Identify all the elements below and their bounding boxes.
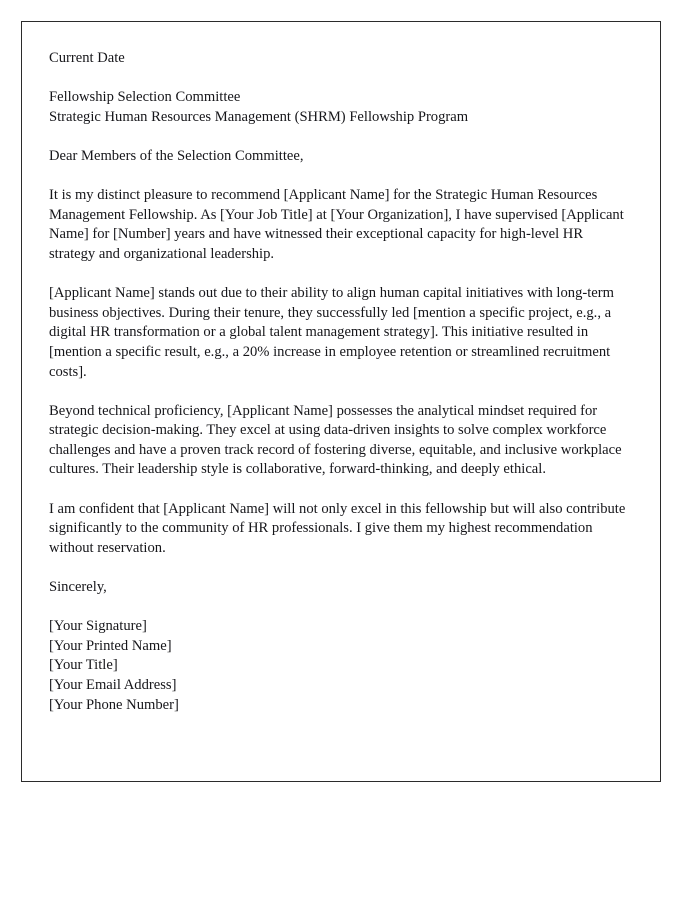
title-line: [Your Title] — [49, 657, 118, 674]
signature-block — [49, 617, 632, 715]
letter-body — [22, 22, 660, 715]
letter-page — [21, 21, 661, 782]
body-paragraph-4: I am confident that [Applicant Name] will not only excel in this fellowship but will also contribute significantly to the community of HR professionals. I give them my highest recommendation without reservation. — [49, 500, 626, 556]
closing-line: Sincerely, — [49, 579, 107, 596]
spacer — [49, 598, 632, 618]
body-paragraph-1: It is my distinct pleasure to recommend [Applicant Name] for the Strategic Human Resources Management Fellowship. As [Your Job Title] at [Your Organization], I have supervised [Applicant Name] for [Number] years and have witnessed their exceptional capacity for high-level HR strategy and organizational leadership. — [49, 187, 624, 262]
signature-line: [Your Signature] — [49, 618, 147, 635]
date-line: Current Date — [49, 50, 125, 66]
body-paragraph-2: [Applicant Name] stands out due to their ability to align human capital initiatives with long-term business objectives. During their tenure, they successfully led [mention a specific project, e.g., a digital HR transformation or a global talent management strategy]. This initiative resulted in [mention a specific result, e.g., a 20% increase in employee retention or streamlined recruitment costs]. — [49, 285, 614, 380]
spacer — [49, 69, 632, 89]
recipient-block — [49, 88, 632, 127]
phone-line: [Your Phone Number] — [49, 696, 179, 713]
printed-name-line: [Your Printed Name] — [49, 637, 172, 654]
email-line: [Your Email Address] — [49, 677, 177, 693]
salutation: Dear Members of the Selection Committee, — [49, 147, 304, 164]
spacer — [49, 480, 632, 500]
spacer — [49, 127, 632, 147]
recipient-line-2: Strategic Human Resources Management (SHRM) Fellowship Program — [49, 108, 469, 125]
spacer — [49, 382, 632, 402]
spacer — [49, 167, 632, 187]
spacer — [49, 265, 632, 285]
recipient-line-1: Fellowship Selection Committee — [49, 89, 241, 106]
body-paragraph-3: Beyond technical proficiency, [Applicant Name] possesses the analytical mindset required for strategic decision-making. They excel at using data-driven insights to solve complex workforce challenges and have a proven track record of fostering diverse, equitable, and inclusive workplace cultures. Their leadership style is collaborative, forward-thinking, and deeply ethical. — [49, 402, 622, 478]
spacer — [49, 558, 632, 578]
